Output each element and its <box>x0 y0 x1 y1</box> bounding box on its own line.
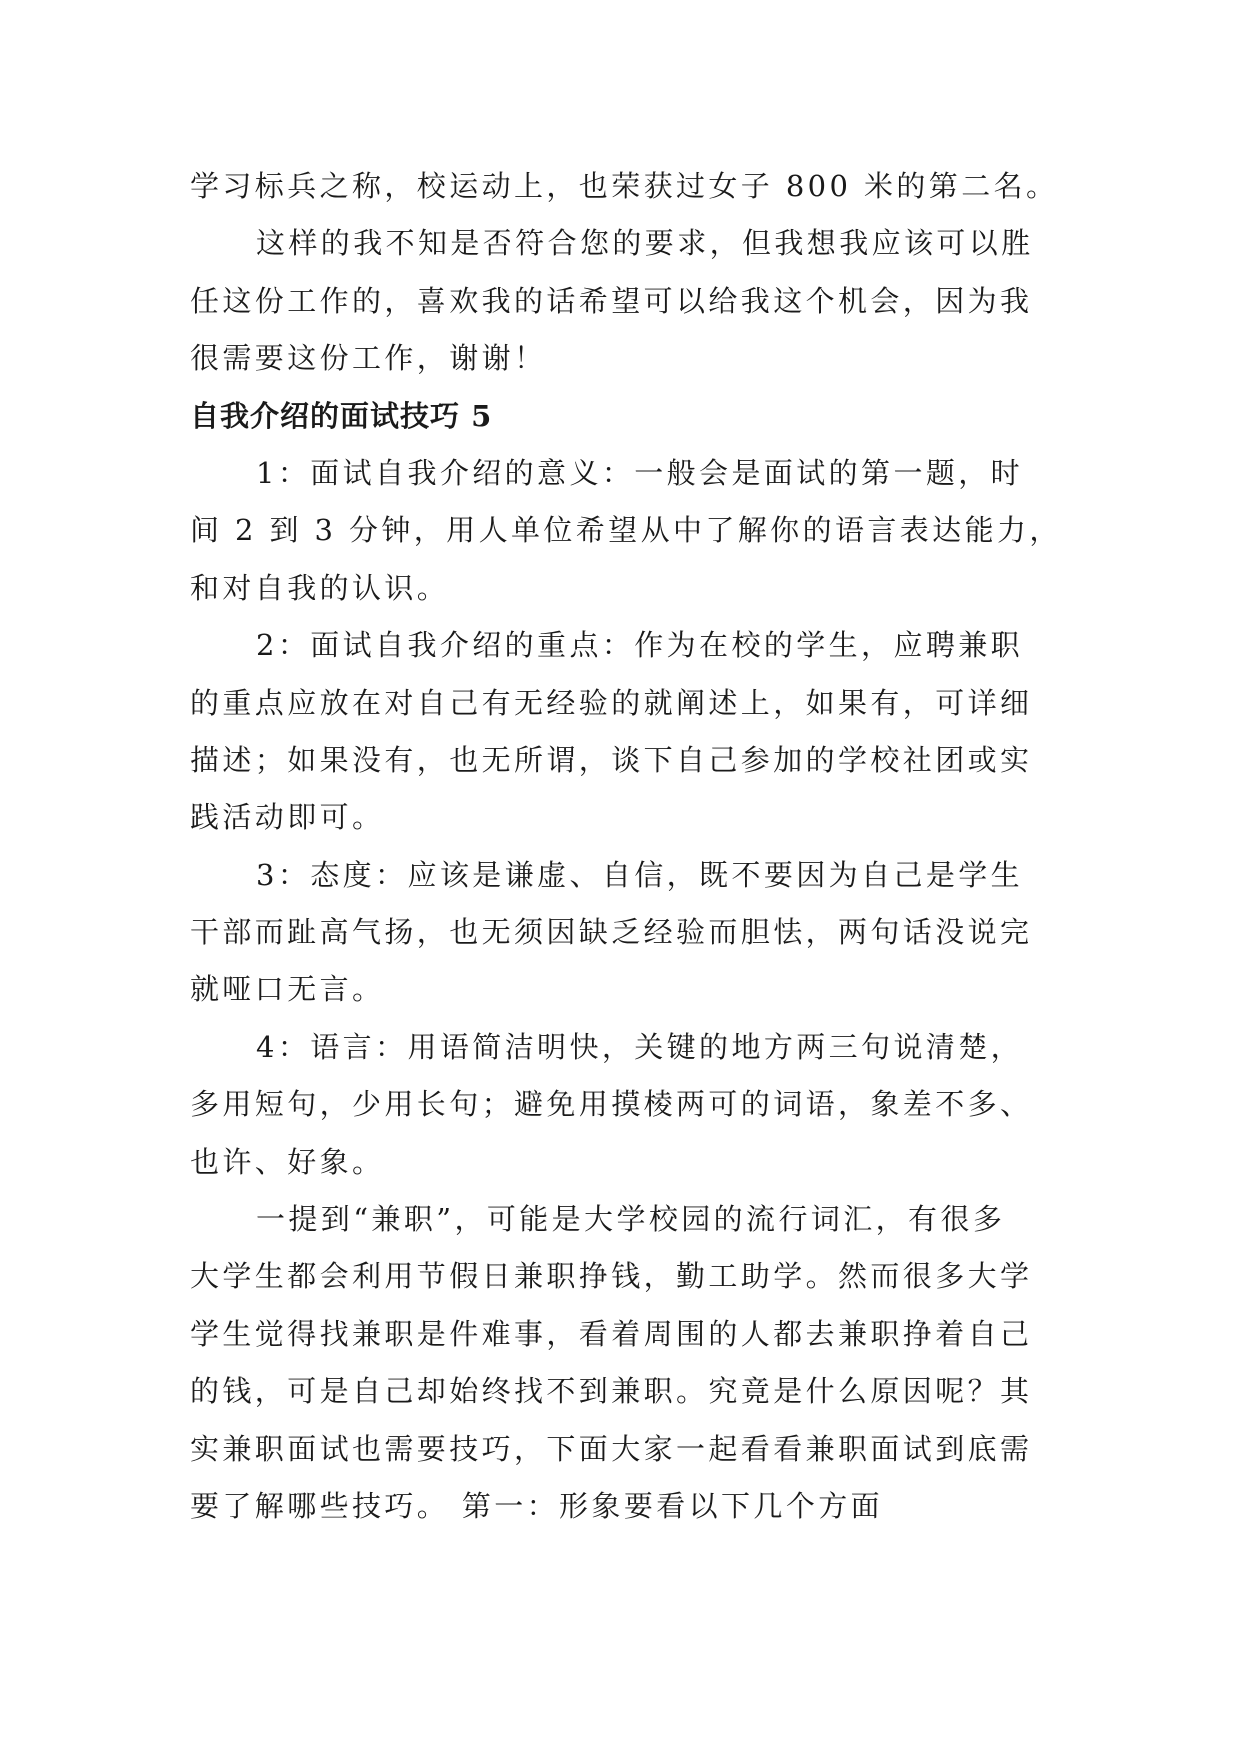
paragraph-tip-4 <box>190 1019 1070 1191</box>
text-line: 要了解哪些技巧。 第一：形象要看以下几个方面 <box>190 1489 884 1523</box>
text-line: 学习标兵之称，校运动上，也荣获过女子 800 米的第二名。 <box>190 169 1059 203</box>
text-line: 间 2 到 3 分钟，用人单位希望从中了解你的语言表达能力， <box>190 513 1062 548</box>
paragraph-part-time-intro <box>190 1191 1070 1535</box>
text-line: 大学生都会利用节假日兼职挣钱，勤工助学。然而很多大学 <box>190 1259 1033 1294</box>
text-line: 描述；如果没有，也无所谓，谈下自己参加的学校社团或实 <box>190 742 1033 777</box>
text-line: 实兼职面试也需要技巧，下面大家一起看看兼职面试到底需 <box>190 1431 1033 1466</box>
text-line: 3：态度：应该是谦虚、自信，既不要因为自己是学生 <box>256 857 1024 892</box>
text-line: 一提到“兼职”，可能是大学校园的流行词汇，有很多 <box>256 1202 1006 1237</box>
text-line: 2：面试自我介绍的重点：作为在校的学生，应聘兼职 <box>256 628 1024 663</box>
text-line: 1：面试自我介绍的意义：一般会是面试的第一题，时 <box>256 455 1024 490</box>
text-line: 干部而趾高气扬，也无须因缺乏经验而胆怯，两句话没说完 <box>190 915 1033 950</box>
text-line: 和对自我的认识。 <box>190 570 450 605</box>
text-line: 多用短句，少用长句；避免用摸棱两可的词语，象差不多、 <box>190 1087 1033 1122</box>
text-line: 任这份工作的，喜欢我的话希望可以给我这个机会，因为我 <box>190 283 1033 318</box>
paragraph-tip-3 <box>190 847 1070 1019</box>
text-line: 的钱，可是自己却始终找不到兼职。究竟是什么原因呢？其 <box>190 1374 1033 1409</box>
paragraph-continuation <box>190 158 1070 215</box>
text-line: 学生觉得找兼职是件难事，看着周围的人都去兼职挣着自己 <box>190 1316 1033 1351</box>
text-line: 践活动即可。 <box>190 800 385 835</box>
section-heading: 自我介绍的面试技巧 5 <box>190 398 493 433</box>
text-line: 4：语言：用语简洁明快，关键的地方两三句说清楚， <box>256 1029 1024 1064</box>
document-body <box>190 158 1070 1535</box>
paragraph-tip-1 <box>190 445 1070 617</box>
paragraph-tip-2 <box>190 617 1070 847</box>
paragraph-closing-remarks <box>190 215 1070 387</box>
text-line: 很需要这份工作，谢谢！ <box>190 341 547 376</box>
text-line: 这样的我不知是否符合您的要求，但我想我应该可以胜 <box>256 226 1034 261</box>
text-line: 就哑口无言。 <box>190 972 385 1007</box>
text-line: 也许、好象。 <box>190 1144 385 1179</box>
text-line: 的重点应放在对自己有无经验的就阐述上，如果有，可详细 <box>190 685 1033 720</box>
